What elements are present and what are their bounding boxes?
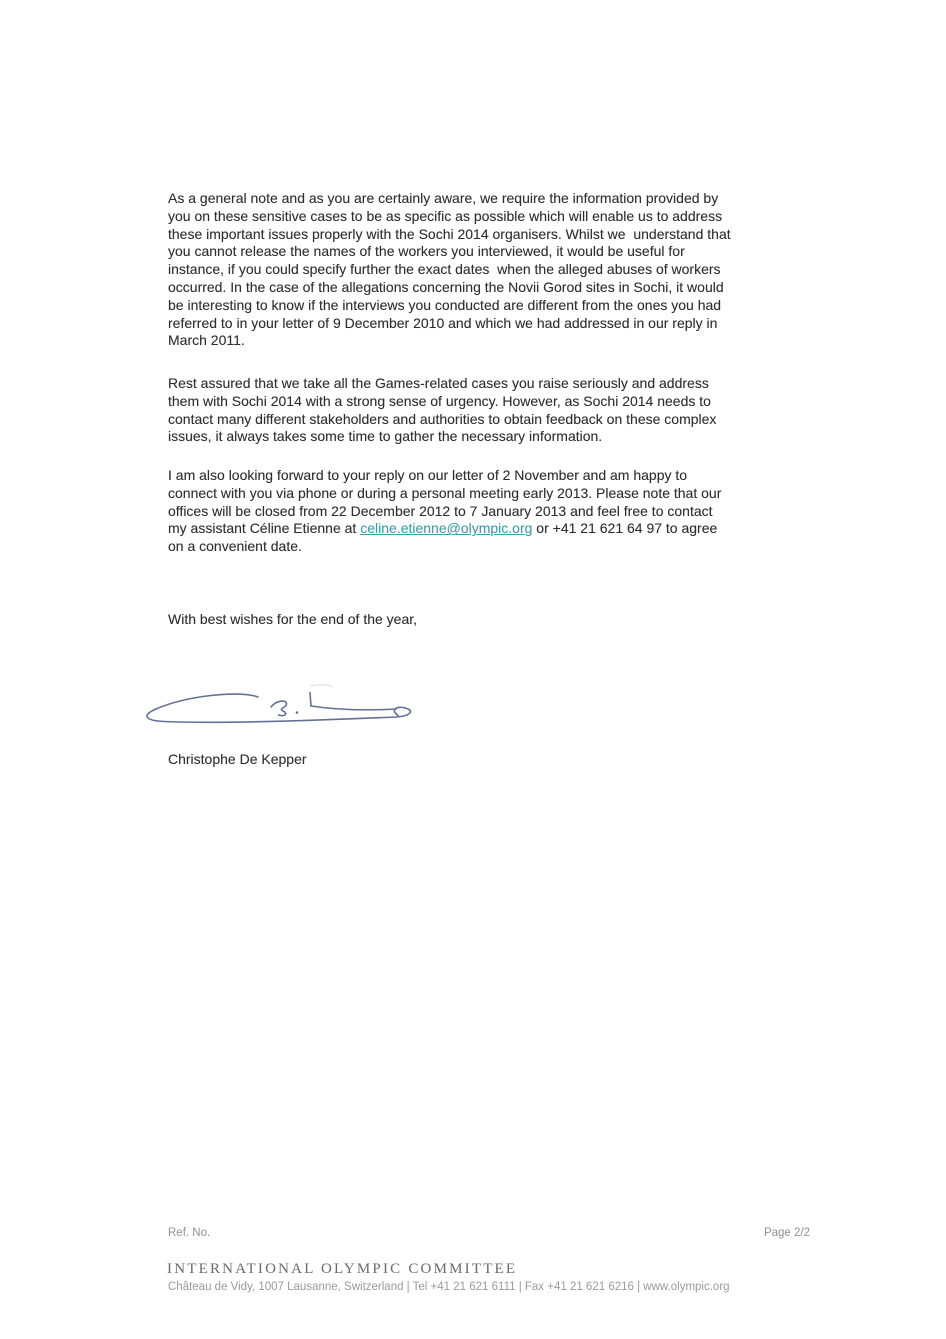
text-line: these important issues properly with the Sochi 2014 organisers. Whilst we understand that [168,225,731,242]
footer-meta-row [168,1227,810,1239]
paragraph-2 [168,375,828,446]
paragraph-3-last-line: on a convenient date. [168,538,302,555]
sender-name: Christophe De Kepper [168,751,307,767]
text-line: them with Sochi 2014 with a strong sense of urgency. However, as Sochi 2014 needs to [168,392,711,409]
text-line: As a general note and as you are certainly aware, we require the information provided by [168,190,719,206]
text-line: you on these sensitive cases to be as specific as possible which will enable us to address [168,207,723,224]
text-line: referred to in your letter of 9 December 2010 and which we had addressed in our reply in [168,314,718,331]
org-address: Château de Vidy, 1007 Lausanne, Switzerland | Tel +41 21 621 6111 | Fax +41 21 621 6216 | www.olympic.org [168,1281,730,1293]
text-line: be interesting to know if the interviews you conducted are different from the ones you had [168,296,722,313]
org-name: INTERNATIONAL OLYMPIC COMMITTEE [167,1261,518,1277]
text-line: offices will be closed from 22 December 2012 to 7 January 2013 and feel free to contact [168,502,713,519]
email-link[interactable]: celine.etienne@olympic.org [360,520,533,537]
text-line: March 2011. [168,332,245,349]
valediction: With best wishes for the end of the year, [168,611,418,627]
text-line: occurred. In the case of the allegations concerning the Novii Gorod sites in Sochi, it would [168,278,724,295]
paragraph-1 [168,190,828,350]
ref-label: Ref. No. [168,1227,211,1239]
paragraph-3-lines [168,467,828,520]
text-line: Rest assured that we take all the Games-related cases you raise seriously and address [168,375,709,391]
text-line: contact many different stakeholders and authorities to obtain feedback on these complex [168,410,717,427]
paragraph-3-link-line [168,520,828,538]
page-number: Page 2/2 [763,1227,810,1239]
signature-scribble [140,684,430,736]
text-line: instance, if you could specify further the exact dates when the alleged abuses of workers [168,261,721,278]
paragraph-3 [168,467,828,556]
text-line: issues, it always takes some time to gather the necessary information. [168,428,603,445]
link-line-before-text: my assistant Céline Etienne at [168,520,361,537]
text-line: I am also looking forward to your reply on our letter of 2 November and am happy to [168,467,688,483]
text-line: connect with you via phone or during a personal meeting early 2013. Please note that our [168,484,722,501]
text-line: you cannot release the names of the workers you interviewed, it would be useful for [168,243,685,260]
link-line-after-text: or +41 21 621 64 97 to agree [532,520,718,537]
